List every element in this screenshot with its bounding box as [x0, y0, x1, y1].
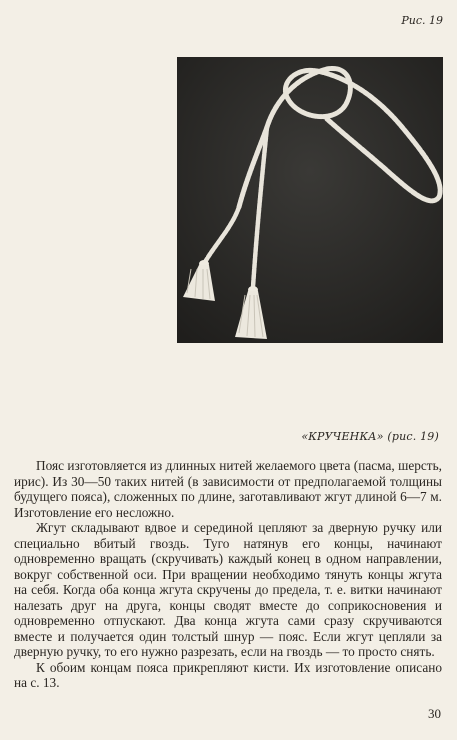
twisted-cord-illustration [177, 57, 443, 343]
cord-photo [177, 57, 443, 343]
figure-caption: «КРУЧЕНКА» (рис. 19) [301, 430, 439, 443]
paragraph: Жгут складывают вдвое и серединой цепляют за дверную ручку или специально вбитый гвоздь. Туго натянув его концы, начинают одновременно вращать (скручивать) каждый конец в одном направлении, вокруг собственной оси. При вращении необходимо тянуть концы жгута на себя. Когда оба конца жгута скручены до предела, т. е. витки начинают налезать друг на друга, концы сводят вместе до соприкосновения и одновременно отпускают. Два конца жгута сами сразу скручиваются вместе и получается один толстый шнур — пояс. Если жгут цепляли за дверную ручку, то его нужно разрезать, если на гвоздь — то просто снять. [14, 520, 442, 659]
page-number: 30 [428, 706, 441, 721]
paragraph: К обоим концам пояса прикрепляют кисти. Их изготовление описано на с. 13. [14, 659, 442, 690]
paragraph: Пояс изготовляется из длинных нитей желаемого цвета (пасма, шерсть, ирис). Из 30—50 таких нитей (в зависимости от предполагаемой толщины будущего пояса), сложенных по длине, заготавливают жгут длиной 6—7 м. Изготовление его несложно. [14, 458, 442, 520]
body-text [14, 458, 442, 691]
figure-label: Рис. 19 [401, 14, 443, 27]
